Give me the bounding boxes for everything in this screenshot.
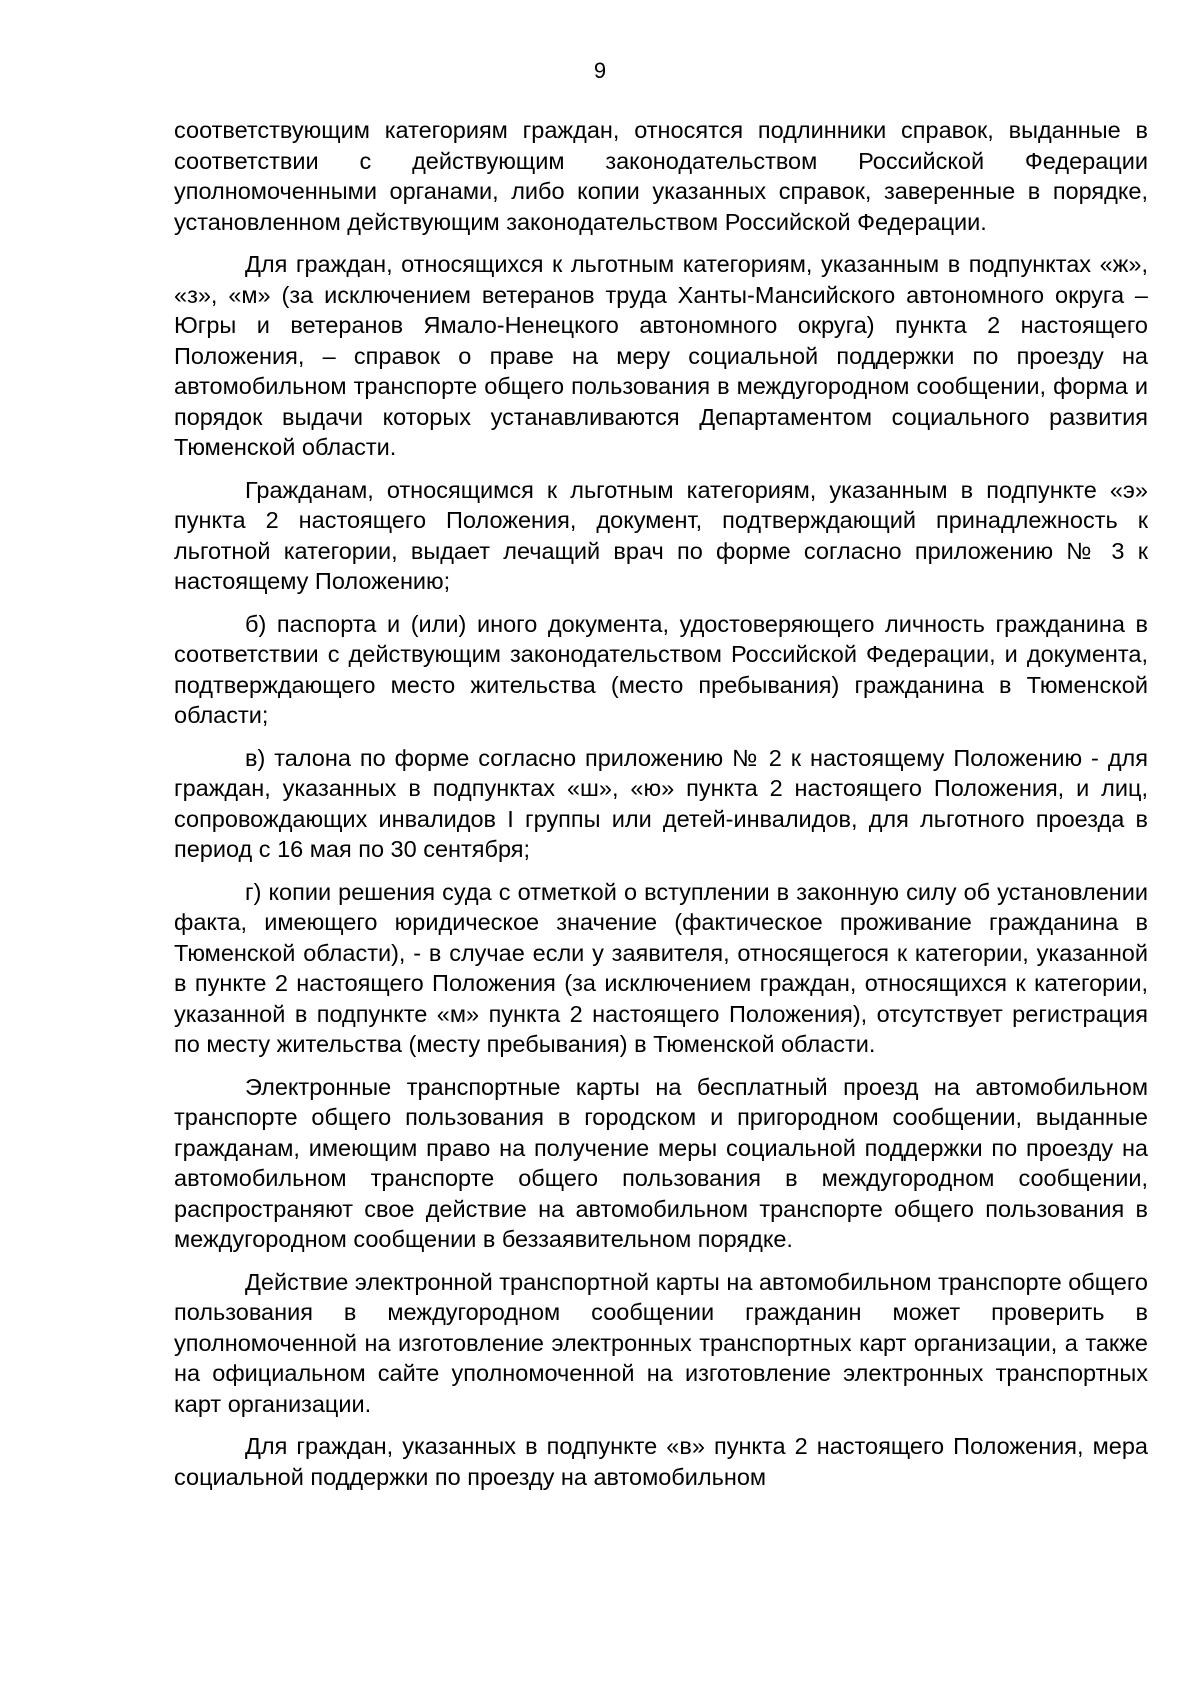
paragraph-subitem-v-measure: Для граждан, указанных в подпункте «в» пункта 2 настоящего Положения, мера социальной поддержки по проезду на автомобильном [174,1433,1148,1490]
paragraph-electronic-cards: Электронные транспортные карты на бесплатный проезд на автомобильном транспорте общего пользования в городском и пригородном сообщении, выданные гражданам, имеющим право на получение меры социальной поддержки по проезду на автомобильном транспорте общего пользования в междугородном сообщении, распространяют свое действие на автомобильном транспорте общего пользования в междугородном сообщении в беззаявительном порядке. [174,1073,1148,1252]
paragraph-item-g-court-decision: г) копии решения суда с отметкой о вступлении в законную силу об установлении факта, имеющего юридическое значение (фактическое проживание гражданина в Тюменской области), - в случае если у заявителя, относящегося к категории, указанной в пункте 2 настоящего Положения (за исключением граждан, относящихся к категории, указанной в подпункте «м» пункта 2 настоящего Положения), отсутствует регистрация по месту жительства (месту пребывания) в Тюменской области. [174,878,1148,1057]
page-number: 9 [593,58,607,83]
paragraph-continuation: соответствующим категориям граждан, относятся подлинники справок, выданные в соответствии с действующим законодательством Российской Федерации уполномоченными органами, либо копии указанных справок, заверенные в порядке, установленном действующим законодательством Российской Федерации. [174,117,1148,235]
paragraph-doctor-document: Гражданам, относящимся к льготным категориям, указанным в подпункте «э» пункта 2 настоящего Положения, документ, подтверждающий принадлежность к льготной категории, выдает лечащий врач по форме согласно приложению № 3 к настоящему Положению; [174,476,1148,594]
paragraph-item-b-passport: б) паспорта и (или) иного документа, удостоверяющего личность гражданина в соответствии с действующим законодательством Российской Федерации, и документа, подтверждающего место жительства (место пребывания) гражданина в Тюменской области; [174,610,1148,728]
document-body [174,115,1148,1504]
paragraph-item-v-coupon: в) талона по форме согласно приложению № 2 к настоящему Положению - для граждан, указанных в подпунктах «ш», «ю» пункта 2 настоящего Положения, и лиц, сопровождающих инвалидов I группы или детей-инвалидов, для льготного проезда в период с 16 мая по 30 сентября; [174,744,1148,862]
paragraph-preferential-certificates: Для граждан, относящихся к льготным категориям, указанным в подпунктах «ж», «з», «м» (за исключением ветеранов труда Ханты-Мансийского автономного округа – Югры и ветеранов Ямало-Ненецкого автономного округа) пункта 2 настоящего Положения, – справок о праве на меру социальной поддержки по проезду на автомобильном транспорте общего пользования в междугородном сообщении, форма и порядок выдачи которых устанавливаются Департаментом социального развития Тюменской области. [174,251,1148,460]
paragraph-card-validity-check: Действие электронной транспортной карты на автомобильном транспорте общего пользования в междугородном сообщении гражданин может проверить в уполномоченной на изготовление электронных транспортных карт организации, а также на официальном сайте уполномоченной на изготовление электронных транспортных карт организации. [174,1268,1148,1417]
